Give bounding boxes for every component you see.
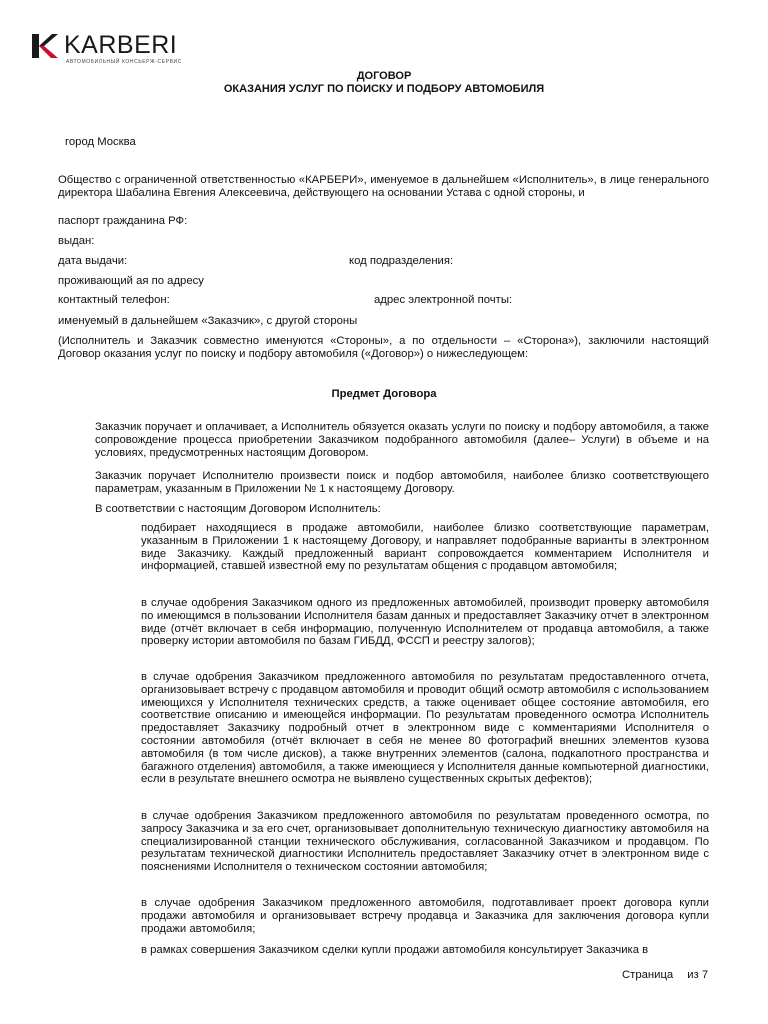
address-field-label: проживающий ая по адресу (58, 275, 204, 287)
karberi-logo-icon (32, 32, 58, 60)
subclause-4: в случае одобрения Заказчиком предложенного автомобиля по результатам проведенного осмотра, по запросу Заказчика и за его счет, организовывает дополнительную техническую диагностику автомобиля на специализированной станции технического обслуживания, согласованной Заказчиком и продавцом. По результатам технической диагностики Исполнитель предоставляет Заказчику отчет в электронном виде с пояснениями Исполнителя о техническом состоянии автомобиля; (141, 810, 709, 874)
intro-paragraph: Общество с ограниченной ответственностью «КАРБЕРИ», именуемое в дальнейшем «Исполнитель», в лице генерального директора Шабалина Евгения Алексеевича, действующего на основании Устава с одной стороны, и (58, 174, 709, 199)
section-title: Предмет Договора (331, 388, 437, 400)
division-code-field-label: код подразделения: (349, 255, 454, 267)
logo-tagline: АВТОМОБИЛЬНЫЙ КОНСЬЕРЖ-СЕРВИС (66, 59, 182, 65)
clause-1: Заказчик поручает и оплачивает, а Исполнитель обязуется оказать услуги по поиску и подбору автомобиля, а также сопровождение процесса приобретении Заказчиком подобранного автомобиля (далее– Услуги) в объеме и на условиях, предусмотренных настоящим Договором. (95, 421, 709, 459)
phone-field-label: контактный телефон: (58, 294, 170, 306)
clause-2: Заказчик поручает Исполнителю произвести поиск и подбор автомобиля, наиболее близко соответствующего параметрам, указанным в Приложении № 1 к настоящему Договору. (95, 470, 709, 495)
email-field-label: адрес электронной почты: (374, 294, 513, 306)
document-subtitle: ОКАЗАНИЯ УСЛУГ ПО ПОИСКУ И ПОДБОРУ АВТОМОБИЛЯ (223, 83, 545, 95)
subclause-2: в случае одобрения Заказчиком одного из предложенных автомобилей, производит проверку автомобиля по имеющимся в пользовании Исполнителя базам данных и предоставляет Заказчику отчет в электронном виде (отчёт включает в себя информацию, полученную Исполнителем от продавца автомобиля, а также проверку истории автомобиля по базам ГИБДД, ФССП и реестру залогов); (141, 597, 709, 648)
issued-by-field-label: выдан: (58, 235, 95, 247)
city-line: город Москва (65, 136, 136, 148)
logo-wordmark: KARBERI (64, 31, 178, 59)
issue-date-field-label: дата выдачи: (58, 255, 128, 267)
page-label: Страница (622, 969, 674, 981)
subclause-3: в случае одобрения Заказчиком предложенного автомобиля по результатам предоставленного отчета, организовывает встречу с продавцом автомобиля и проводит общий осмотр автомобиля с использованием имеющихся у Исполнителя технических средств, а также оценивает общее состояние автомобиля, его соответствие описанию и имеющейся информации. По результатам проведенного осмотра Исполнитель предоставляет Заказчику подробный отчет в электронном виде с комментариями Исполнителя о состоянии автомобиля (отчёт включает в себя не менее 80 фотографий внешних элементов кузова автомобиля (в том числе дисков), а также внутренних элементов (салона, подкапотного пространства и багажного отделения) автомобиля, а также имеющиеся у Исполнителя данные компьютерной диагностики, если в результате внешнего осмотра не выявлено существенных скрытых дефектов); (141, 671, 709, 786)
subclause-5: в случае одобрения Заказчиком предложенного автомобиля, подготавливает проект договора купли продажи автомобиля и организовывает встречу продавца и Заказчика для заключения договора купли продажи автомобиля; (141, 897, 709, 935)
parties-paragraph: (Исполнитель и Заказчик совместно именуются «Стороны», а по отдельности – «Сторона»), заключили настоящий Договор оказания услуг по поиску и подбору автомобиля («Договор») о нижеследующем: (58, 335, 709, 360)
subclause-1: подбирает находящиеся в продаже автомобили, наиболее близко соответствующие параметрам, указанным в Приложении 1 к настоящему Договору, и направляет подобранные варианты в электронном виде Заказчику. Каждый предложенный вариант сопровождается комментарием Исполнителя и информацией, ставшей известной ему по результатам общения с продавцом автомобиля; (141, 522, 709, 573)
page-count: из 7 (687, 969, 709, 981)
passport-field-label: паспорт гражданина РФ: (58, 215, 188, 227)
page-footer (622, 969, 708, 981)
document-title: ДОГОВОР (356, 70, 412, 82)
clause-3: В соответствии с настоящим Договором Исполнитель: (95, 503, 381, 515)
subclause-6: в рамках совершения Заказчиком сделки купли продажи автомобиля консультирует Заказчика в (141, 944, 649, 956)
customer-line: именуемый в дальнейшем «Заказчик», с другой стороны (58, 315, 358, 327)
